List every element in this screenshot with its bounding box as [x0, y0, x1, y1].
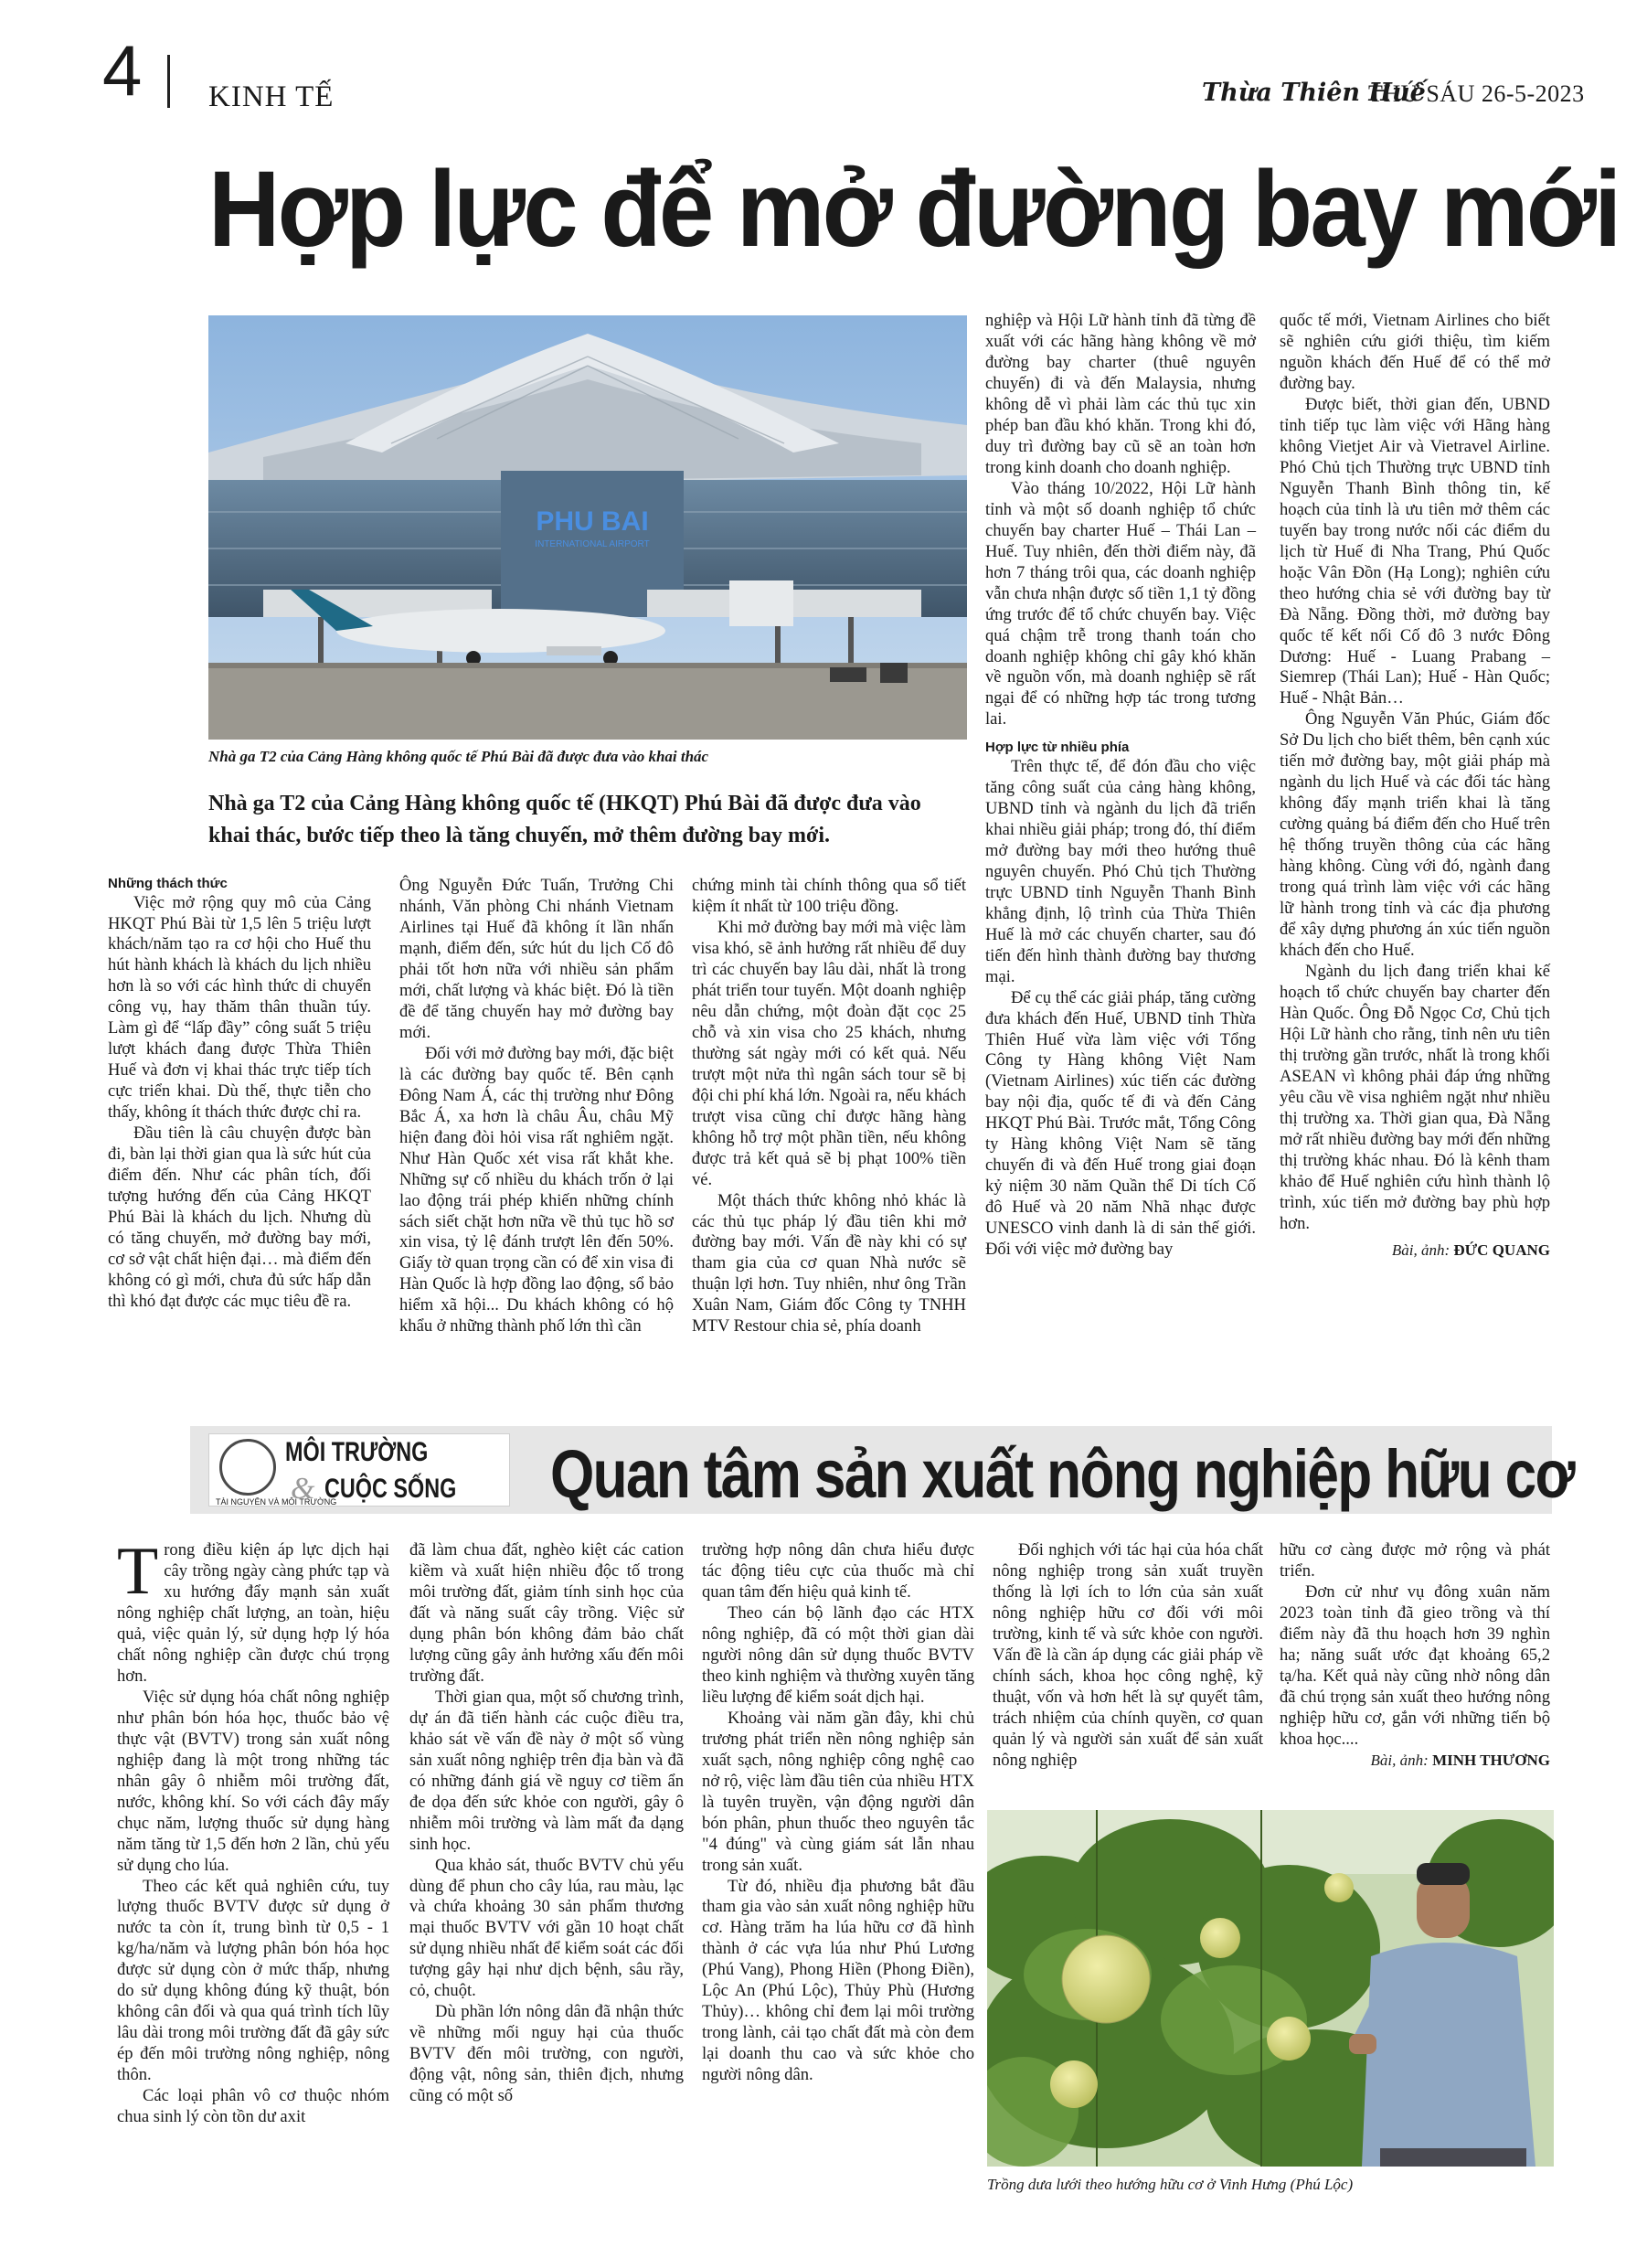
logo-line-2: CUỘC SỐNG	[324, 1474, 457, 1504]
paragraph: Đối nghịch với tác hại của hóa chất nông nghiệp trong sản xuất truyền thống là lợi ích to lớn của sản xuất nông nghiệp hữu cơ đối với môi trường, kinh tế và sức khỏe con người. Vấn đề là cần áp dụng các giải pháp về chính sách, khoa học công nghệ, kỹ thuật, vốn và hơn hết là sự quyết tâm, trách nhiệm của chính quyền, cơ quan quản lý và người sản xuất để sản xuất nông nghiệp	[993, 1540, 1263, 1770]
terminal-sign: PHU BAI	[536, 506, 649, 537]
paragraph: chứng minh tài chính thông qua sổ tiết kiệm ít nhất từ 100 triệu đồng.	[692, 876, 966, 916]
article1-column-1	[108, 876, 371, 1313]
article1-column-4	[985, 311, 1256, 1261]
page-number: 4	[102, 30, 143, 111]
article2-column-2	[409, 1540, 684, 2107]
paragraph: Ngành du lịch đang triển khai kế hoạch tổ chức chuyến bay charter đến Hàn Quốc. Ông Đỗ Ngọc Cơ, Chủ tịch Hội Lữ hành cho rằng, tỉnh nên ưu tiên thị trường gần trước, nhất là trong khối ASEAN vì không phải đáp ứng những yêu cầu về visa nghiêm ngặt như nhiều thị trường xa. Thời gian qua, Đà Nẵng mở rất nhiều đường bay mới đến những thị trường khác nhau. Đó là kênh tham khảo để Huế nghiên cứu hình thành lộ trình, xúc tiến mở đường bay phù hợp hơn.	[1280, 962, 1550, 1233]
issue-date: THỨ SÁU 26-5-2023	[1368, 80, 1585, 107]
airport-terminal-photo	[208, 315, 967, 740]
paragraph: Dù phần lớn nông dân đã nhận thức về những mối nguy hại của thuốc BVTV đến môi trường, con người, động vật, nông sản, thiên địch, nhưng cũng có một số	[409, 2002, 684, 2106]
paragraph: Khi mở đường bay mới mà việc làm visa khó, sẽ ảnh hưởng rất nhiều để duy trì các chuyến bay lâu dài, nhất là trong phát triển tour tuyến. Một doanh nghiệp nêu dẫn chứng, một đoàn đặt cọc 25 chỗ và xin visa cho 25 khách, nhưng thường sát ngày mới có kết quả. Nếu trượt một nửa thì ngân sách tour sẽ bị đội chi phí khá lớn. Ngoài ra, nếu khách trượt visa cũng chỉ được hãng hàng không hỗ trợ một phần tiền, nếu không được trả kết quả sẽ bị phạt 100% tiền vé.	[692, 917, 966, 1189]
greenhouse-illustration	[987, 1810, 1554, 2167]
paragraph-text: rong điều kiện áp lực dịch hại cây trồng ngày càng phức tạp và xu hướng đẩy mạnh sản xuất nông nghiệp chất lượng, an toàn, hiệu quả, việc quản lý, sử dụng hợp lý hóa chất nông nghiệp cần được chú trọng hơn.	[117, 1540, 389, 1686]
paragraph: Các loại phân vô cơ thuộc nhóm chua sinh lý còn tồn dư axit	[117, 2086, 389, 2127]
paragraph: Đối với mở đường bay mới, đặc biệt là các đường bay quốc tế. Bên cạnh Đông Nam Á, các thị trường như Đông Bắc Á, xa hơn là châu Âu, châu Mỹ hiện đang đòi hỏi visa rất nghiêm ngặt. Như Hàn Quốc xét visa rất khắt khe. Những sự cố nhiều du khách trốn ở lại lao động trái phép khiến những chính sách siết chặt hơn nữa về thủ tục hồ sơ xin visa, tỷ lệ đánh trượt lên đến 50%. Giấy tờ quan trọng cần có để xin visa đi Hàn Quốc là hợp đồng lao động, sổ bảo hiểm xã hội... Du khách không có hộ khẩu ở những thành phố lớn thì cần	[399, 1043, 674, 1336]
airport-terminal-illustration	[208, 315, 967, 740]
paragraph: Ông Nguyễn Đức Tuấn, Trưởng Chi nhánh, Văn phòng Chi nhánh Vietnam Airlines tại Huế đã không ít lần nhấn mạnh, điểm đến, sức hút du lịch Cố đô phải tốt hơn nữa với nhiều sản phẩm mới, chất lượng và khác biệt. Đó là tiền đề để tăng chuyến hay mở đường bay mới.	[399, 876, 674, 1042]
paragraph-first	[117, 1534, 389, 1688]
paragraph: Qua khảo sát, thuốc BVTV chủ yếu dùng để phun cho cây lúa, rau màu, lạc và chứa khoảng 30 sản phẩm thương mại thuốc BVTV với gần 10 hoạt chất sử dụng nhiều nhất để kiểm soát các đối tượng gây hại như dịch bệnh, sâu rầy, cỏ, chuột.	[409, 1855, 684, 2001]
paragraph: hữu cơ càng được mở rộng và phát triển.	[1280, 1540, 1550, 1581]
byline-name: MINH THƯƠNG	[1432, 1751, 1550, 1769]
subhead-challenges: Những thách thức	[108, 876, 228, 891]
paragraph: Đầu tiên là câu chuyện được bàn đi, bàn lại thời gian qua là sức hút của điểm đến. Như các phân tích, đối tượng hướng đến của Cảng HKQT Phú Bài là khách du lịch. Nhưng dù có tăng chuyến, mở đường bay mới, cơ sở vật chất hiện đại… mà điểm đến không có gì mới, chưa đủ sức hấp dẫn thì khó đạt được các mục tiêu đề ra.	[108, 1123, 371, 1311]
byline-name: ĐỨC QUANG	[1453, 1240, 1550, 1259]
paragraph: trường hợp nông dân chưa hiểu được tác động tiêu cực của thuốc mà chỉ quan tâm đến hiệu quả kinh tế.	[702, 1540, 974, 1602]
paragraph: nghiệp và Hội Lữ hành tỉnh đã từng đề xuất với các hãng hàng không về mở đường bay charter (thuê nguyên chuyến) đi và đến Malaysia, nhưng không dễ vì phải làm các thủ tục xin phép ban đầu khó khăn. Trong khi đó, duy trì đường bay cũ sẽ an toàn hơn trong kinh doanh cho doanh nghiệp.	[985, 311, 1256, 477]
byline-prefix: Bài, ảnh:	[1370, 1751, 1429, 1769]
article2-headline: Quan tâm sản xuất nông nghiệp hữu cơ	[550, 1436, 1575, 1512]
paragraph: Từ đó, nhiều địa phương bắt đầu tham gia vào sản xuất nông nghiệp hữu cơ. Hàng trăm ha lúa hữu cơ đã hình thành ở các vựa lúa như Phú Lương (Phú Vang), Phong Hiền (Phong Điền), Lộc An (Phú Lộc), Thủy Phù (Hương Thủy)… không chỉ đem lại môi trường trong lành, cải tạo chất đất mà còn đem lại doanh thu cao và sức khỏe cho người nông dân.	[702, 1876, 974, 2085]
airport-photo-caption: Nhà ga T2 của Cảng Hàng không quốc tế Phú Bài đã được đưa vào khai thác	[208, 748, 709, 765]
paragraph: Khoảng vài năm gần đây, khi chủ trương phát triển nền nông nghiệp sản xuất sạch, nông nghiệp công nghệ cao nở rộ, việc làm đầu tiên của nhiều HTX là tuyên truyền, vận động người dân bón phân, phun thuốc theo nguyên tắc "4 đúng" và cùng giám sát lẫn nhau trong sản xuất.	[702, 1708, 974, 1875]
article1-lead: Nhà ga T2 của Cảng Hàng không quốc tế (HKQT) Phú Bài đã được đưa vào khai thác, bước tiếp theo là tăng chuyến, mở thêm đường bay mới.	[208, 792, 921, 847]
paragraph: Việc sử dụng hóa chất nông nghiệp như phân bón hóa học, thuốc bảo vệ thực vật (BVTV) trong sản xuất nông nghiệp đang là một trong những tác nhân gây ô nhiễm môi trường đất, nước, không khí. So với cách đây mấy chục năm, lượng thuốc sử dụng hàng năm tăng từ 1,5 đến hơn 2 lần, chủ yếu sử dụng cho lúa.	[117, 1687, 389, 1875]
article1-headline: Hợp lực để mở đường bay mới	[208, 149, 1620, 270]
article1-byline	[1280, 1240, 1550, 1260]
article1-column-3	[692, 876, 966, 1337]
paragraph: Ông Nguyễn Văn Phúc, Giám đốc Sở Du lịch cho biết thêm, bên cạnh xúc tiến mở đường bay, một giải pháp mà ngành du lịch Huế và các đối tác hàng không đẩy mạnh triển khai là tăng cường quảng bá điểm đến cho Huế trên hệ thống truyền thông của các hãng hàng không. Cùng với đó, ngành đang trong quá trình làm việc với các hãng lữ hành trong tỉnh và các địa phương để xây dựng phương án xúc tiến nguồn khách đến cho Huế.	[1280, 709, 1550, 961]
section-title: KINH TẾ	[208, 80, 335, 113]
terminal-subsign: INTERNATIONAL AIRPORT	[535, 539, 650, 549]
greenhouse-photo-caption: Trồng dưa lưới theo hướng hữu cơ ở Vinh Hưng (Phú Lộc)	[987, 2176, 1354, 2193]
paragraph: Vào tháng 10/2022, Hội Lữ hành tỉnh và một số doanh nghiệp tổ chức chuyến bay charter Huế – Thái Lan – Huế. Tuy nhiên, đến thời điểm này, đã hơn 7 tháng trôi qua, các doanh nghiệp vẫn chưa nhận được số tiền 1,1 tỷ đồng ứng trước để tổ chức chuyến bay. Việc quá chậm trễ trong thanh toán cho doanh nghiệp không chỉ gây khó khăn về nguồn vốn, mà doanh nghiệp sẽ rất ngại để có những hợp tác trong tương lai.	[985, 478, 1256, 729]
ministry-emblem-icon	[219, 1439, 276, 1496]
paragraph: Theo các kết quả nghiên cứu, tuy lượng thuốc BVTV được sử dụng ở nước ta còn ít, trung bình từ 0,5 - 1 kg/ha/năm và lượng phân bón hóa học được sử dụng còn ở mức thấp, nhưng do sử dụng không đúng kỹ thuật, bón không cân đối và qua quá trình tích lũy lâu dài trong môi trường đất đã gây sức ép đến môi trường nông nghiệp, nông thôn.	[117, 1876, 389, 2085]
newspaper-name: Thừa Thiên Huế	[1202, 79, 1426, 107]
paragraph: Việc mở rộng quy mô của Cảng HKQT Phú Bài từ 1,5 lên 5 triệu lượt khách/năm tạo ra cơ hội cho Huế thu hút hành khách là khách du lịch nhiều hơn là so với các hình thức di chuyển công vụ, hay thăm thân thuần túy. Làm gì để “lấp đầy” công suất 5 triệu lượt khách đang được Thừa Thiên Huế và đơn vị khai thác trực tiếp tích cực triển khai. Dù thế, thực tiễn cho thấy, không ít thách thức được chỉ ra.	[108, 892, 371, 1123]
paragraph: Thời gian qua, một số chương trình, dự án đã tiến hành các cuộc điều tra, khảo sát về vấn đề này ở một số vùng sản xuất nông nghiệp trên địa bàn và đã có những đánh giá về nguy cơ tiềm ẩn đe dọa đến sức khỏe con người, gây ô nhiễm môi trường và làm mất đa dạng sinh học.	[409, 1687, 684, 1854]
paragraph: Được biết, thời gian đến, UBND tỉnh tiếp tục làm việc với Hãng hàng không Vietjet Air và Vietravel Airline. Phó Chủ tịch Thường trực UBND tỉnh Nguyễn Thanh Bình thông tin, kế hoạch của tỉnh là ưu tiên mở thêm các tuyến bay trong nước nối các điểm du lịch từ Huế đi Nha Trang, Phú Quốc hoặc Vân Đồn (Hạ Long); nghiên cứu theo hướng chia sẻ với đường bay từ Đà Nẵng. Đồng thời, mở đường bay quốc tế kết nối Cố đô 3 nước Đông Dương: Huế - Luang Prabang – Siemrep (Thái Lan); Huế - Hàn Quốc; Huế - Nhật Bản…	[1280, 394, 1550, 708]
paragraph: Trên thực tế, để đón đầu cho việc tăng công suất của cảng hàng không, UBND tỉnh và ngành du lịch đã triển khai nhiều giải pháp; trong đó, thí điểm mở đường bay mới theo hướng thuê nguyên chuyến. Phó Chủ tịch Thường trực UBND tỉnh Nguyễn Thanh Bình khẳng định, lộ trình của Thừa Thiên Huế là mở các chuyến charter, sau đó tiến đến hình thành đường bay thương mại.	[985, 756, 1256, 986]
paragraph: Để cụ thể các giải pháp, tăng cường đưa khách đến Huế, UBND tỉnh Thừa Thiên Huế vừa làm việc với Tổng Công ty Hàng không Việt Nam (Vietnam Airlines) xúc tiến các đường bay nội địa, quốc tế đi và đến Cảng HKQT Phú Bài. Trước mắt, Tổng Công ty Hàng không Việt Nam sẽ tăng chuyến đi và đến Huế trong giai đoạn kỷ niệm 30 năm Quần thể Di tích Cố đô Huế và 20 năm Nhã nhạc được UNESCO vinh danh là di sản thế giới. Đối với việc mở đường bay	[985, 987, 1256, 1260]
article2-column-3	[702, 1540, 974, 2086]
dropcap: T	[117, 1534, 159, 1609]
paragraph: đã làm chua đất, nghèo kiệt các cation kiềm và xuất hiện nhiều độc tố trong môi trường đất, giảm tính sinh học của đất và năng suất cây trồng. Việc sử dụng phân bón không đảm bảo chất lượng cũng gây ảnh hưởng xấu đến môi trường đất.	[409, 1540, 684, 1686]
header-divider	[167, 55, 170, 108]
melon-greenhouse-photo	[987, 1810, 1554, 2167]
paragraph: Một thách thức không nhỏ khác là các thủ tục pháp lý đầu tiên khi mở đường bay mới. Vấn đề này khi có sự tham gia của cơ quan Nhà nước sẽ thuận lợi hơn. Tuy nhiên, như ông Trần Xuân Nam, Giám đốc Công ty TNHH MTV Restour chia sẻ, phía doanh	[692, 1190, 966, 1336]
paragraph: Đơn cử như vụ đông xuân năm 2023 toàn tỉnh đã gieo trồng và thí điểm này đã thu hoạch hơn 39 nghìn ha; năng suất ước đạt khoảng 65,2 tạ/ha. Kết quả này cũng nhờ nông dân đã chú trọng sản xuất theo hướng nông nghiệp hữu cơ, gắn với những tiến bộ khoa học....	[1280, 1581, 1550, 1749]
article1-column-2	[399, 876, 674, 1337]
article2-column-4	[993, 1540, 1263, 1772]
article2-column-1	[117, 1534, 389, 2128]
byline-prefix: Bài, ảnh:	[1391, 1240, 1450, 1259]
paragraph: quốc tế mới, Vietnam Airlines cho biết sẽ nghiên cứu giới thiệu, tìm kiếm nguồn khách đến Huế để có thể mở đường bay.	[1280, 311, 1550, 393]
subhead-cooperation: Hợp lực từ nhiều phía	[985, 740, 1130, 756]
article1-column-5	[1280, 311, 1550, 1260]
logo-small-text: TÀI NGUYÊN VÀ MÔI TRƯỜNG	[216, 1497, 337, 1507]
article2-byline	[1280, 1751, 1550, 1770]
logo-line-1: MÔI TRƯỜNG	[285, 1437, 429, 1467]
paragraph: Theo cán bộ lãnh đạo các HTX nông nghiệp, đã có một thời gian dài người nông dân sử dụng thuốc BVTV theo kinh nghiệm và thường xuyên tăng liều lượng để kiểm soát dịch hại.	[702, 1603, 974, 1707]
article2-column-5	[1280, 1540, 1550, 1770]
logo-ampersand: &	[291, 1472, 315, 1506]
